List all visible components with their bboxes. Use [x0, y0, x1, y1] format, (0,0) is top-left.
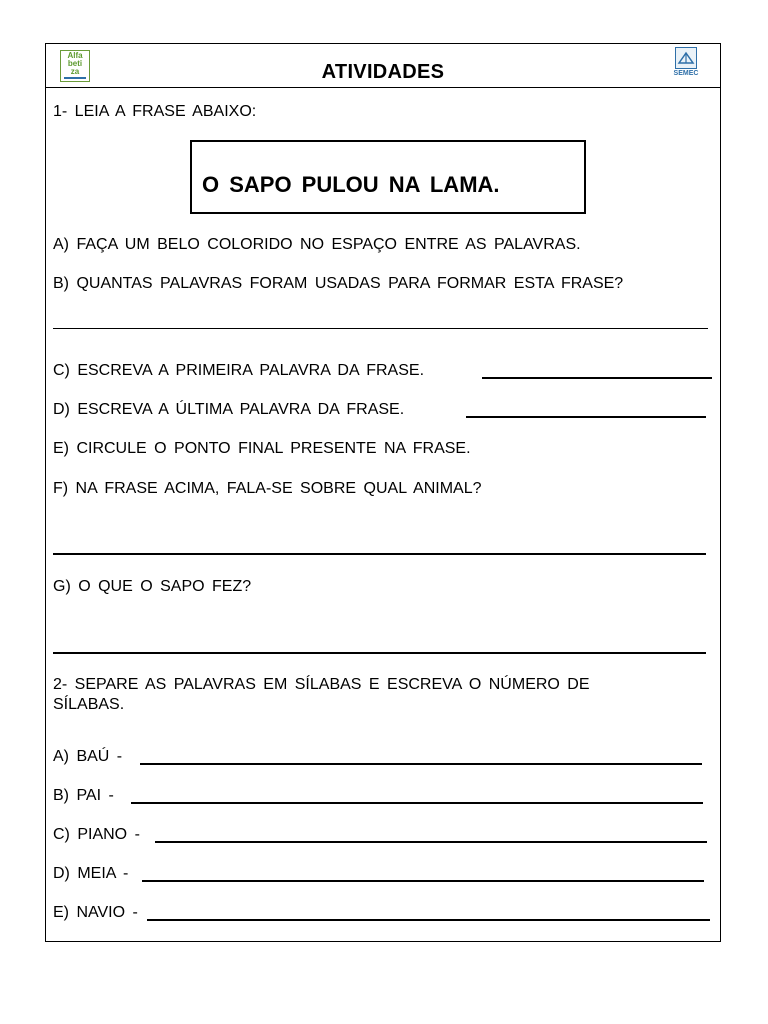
page-title: ATIVIDADES — [321, 61, 445, 83]
answer-line-2e[interactable] — [147, 919, 710, 921]
question-2b: B) PAI - — [53, 787, 114, 804]
worksheet-header — [46, 44, 720, 88]
answer-line-1g[interactable] — [53, 652, 706, 654]
question-1d: D) ESCREVA A ÚLTIMA PALAVRA DA FRASE. — [53, 401, 405, 418]
sentence-text: O SAPO PULOU NA LAMA. — [202, 172, 500, 197]
question-1f: F) NA FRASE ACIMA, FALA-SE SOBRE QUAL ANIMAL? — [53, 480, 482, 497]
semec-emblem-icon — [675, 47, 697, 69]
alfabetiza-logo: Alfa beti za — [60, 50, 90, 82]
question-1e: E) CIRCULE O PONTO FINAL PRESENTE NA FRASE. — [53, 440, 471, 457]
worksheet — [45, 43, 721, 942]
question-1-prompt: 1- LEIA A FRASE ABAIXO: — [53, 103, 257, 120]
semec-logo: SEMEC — [672, 47, 700, 83]
answer-line-1c[interactable] — [482, 377, 712, 379]
question-2a: A) BAÚ - — [53, 748, 123, 765]
question-2c: C) PIANO - — [53, 826, 140, 843]
answer-line-1b[interactable] — [53, 328, 708, 329]
question-1g: G) O QUE O SAPO FEZ? — [53, 578, 252, 595]
answer-line-2d[interactable] — [142, 880, 704, 882]
question-1a: A) FAÇA UM BELO COLORIDO NO ESPAÇO ENTRE AS PALAVRAS. — [53, 236, 581, 253]
question-1b: B) QUANTAS PALAVRAS FORAM USADAS PARA FORMAR ESTA FRASE? — [53, 275, 624, 292]
answer-line-2a[interactable] — [140, 763, 702, 765]
question-2d: D) MEIA - — [53, 865, 129, 882]
answer-line-2c[interactable] — [155, 841, 707, 843]
sentence-box — [190, 140, 586, 214]
answer-line-1f[interactable] — [53, 553, 706, 555]
question-1c: C) ESCREVA A PRIMEIRA PALAVRA DA FRASE. — [53, 362, 425, 379]
question-2-prompt-line1: 2- SEPARE AS PALAVRAS EM SÍLABAS E ESCREVA O NÚMERO DE — [53, 676, 590, 693]
answer-line-2b[interactable] — [131, 802, 703, 804]
answer-line-1d[interactable] — [466, 416, 706, 418]
question-2e: E) NAVIO - — [53, 904, 138, 921]
question-2-prompt-line2: SÍLABAS. — [53, 696, 125, 713]
